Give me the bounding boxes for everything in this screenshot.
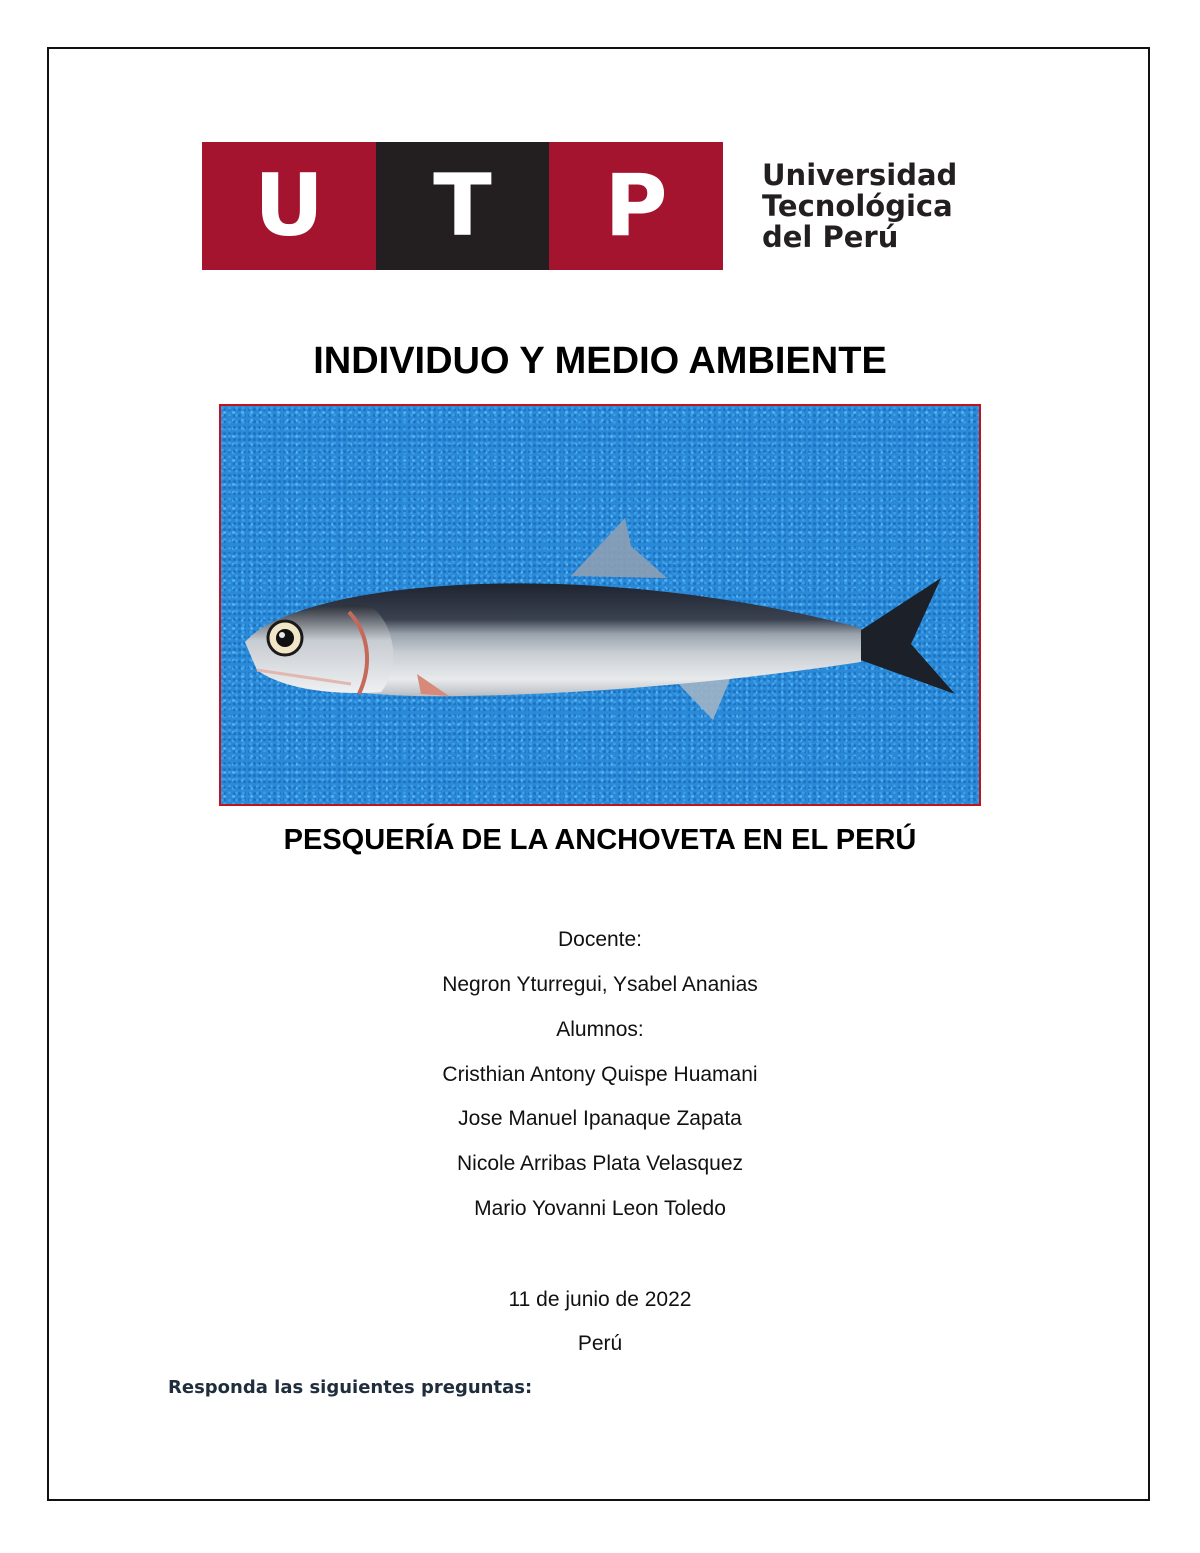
logo-letter-p: P — [549, 142, 723, 270]
university-name-line: del Perú — [762, 220, 899, 254]
students-label: Alumnos: — [556, 1018, 644, 1041]
anchoveta-photo — [219, 404, 981, 806]
university-name-line: Tecnológica — [762, 189, 953, 223]
report-date: 11 de junio de 2022 — [508, 1288, 692, 1311]
logo-letter-t: T — [376, 142, 549, 270]
teacher-name: Negron Yturregui, Ysabel Ananias — [442, 973, 758, 996]
dorsal-fin — [571, 518, 667, 578]
teacher-label: Docente: — [557, 928, 643, 951]
utp-logo — [202, 142, 723, 270]
student-name: Nicole Arribas Plata Velasquez — [457, 1152, 743, 1175]
logo-letter-u: U — [202, 142, 376, 270]
report-country: Perú — [577, 1332, 623, 1355]
report-title: PESQUERÍA DE LA ANCHOVETA EN EL PERÚ — [283, 824, 917, 856]
course-title: INDIVIDUO Y MEDIO AMBIENTE — [313, 340, 887, 382]
fish-illustration — [221, 406, 979, 804]
student-name: Mario Yovanni Leon Toledo — [474, 1197, 726, 1220]
instructions-heading: Responda las siguientes preguntas: — [168, 1377, 533, 1398]
tail-fin — [849, 578, 955, 694]
student-name: Cristhian Antony Quispe Huamani — [442, 1063, 758, 1086]
university-name — [762, 160, 957, 253]
student-name: Jose Manuel Ipanaque Zapata — [458, 1107, 742, 1130]
university-name-line: Universidad — [762, 158, 958, 192]
